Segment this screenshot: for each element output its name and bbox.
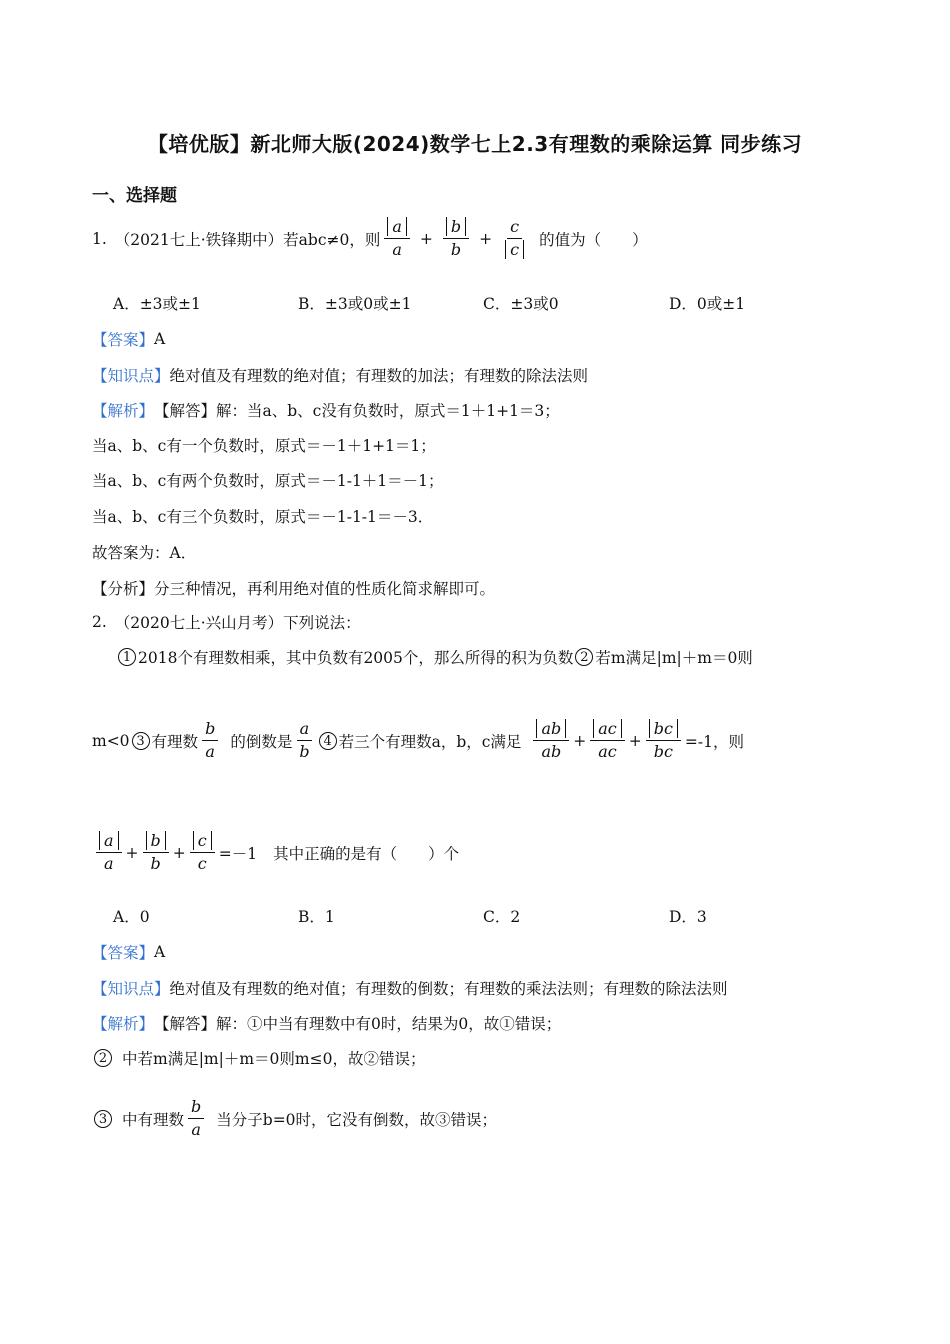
q2-answer: 【答案】 A — [92, 943, 166, 962]
circled-number-3: 3 — [94, 1110, 112, 1128]
fraction-abs-a-over-a: $\frac{a}{a}$ — [384, 218, 410, 260]
fraction-b-over-a-2: $\frac{b}{a}$ — [188, 1098, 204, 1140]
fraction-abs-ab-over-ab: $\frac{ab}{ab}$ — [533, 720, 569, 762]
circled-number-2: 2 — [575, 648, 593, 666]
q1-analysis-2: 当a、b、c有一个负数时，原式＝－1＋1+1＝1； — [92, 437, 436, 455]
section-heading: 一、选择题 — [92, 186, 177, 206]
q2-statement-3-4: m<0 3 有理数 $\frac{b}{a}$ 的倒数是 $\frac{a}{b}$ 4 若三个有理数a，b，c满足 $\frac{ab}{ab}$ + $\frac{ac}{ac}$ + $\frac{bc}{bc}$ =-1，则 — [92, 719, 745, 762]
circled-number-4: 4 — [319, 732, 337, 750]
circled-number-3: 3 — [132, 732, 150, 750]
q2-option-d: D．3 — [669, 908, 707, 926]
q1-analysis-1: 【解析】 【解答】解：当a、b、c没有负数时，原式＝1＋1+1＝3； — [92, 402, 560, 420]
q1-option-d: D．0或±1 — [669, 295, 746, 313]
fraction-abs-a-over-a-2: $\frac{a}{a}$ — [96, 832, 122, 874]
fraction-abs-b-over-b: $\frac{b}{b}$ — [443, 218, 469, 260]
fraction-a-over-b: $\frac{a}{b}$ — [296, 720, 312, 762]
fraction-abs-ac-over-ac: $\frac{ac}{ac}$ — [590, 720, 625, 762]
q1-option-c: C．±3或0 — [483, 295, 559, 313]
q1-knowledge-points: 【知识点】 绝对值及有理数的绝对值；有理数的加法；有理数的除法法则 — [92, 367, 589, 385]
fraction-abs-bc-over-bc: $\frac{bc}{bc}$ — [646, 720, 681, 762]
q1-analysis-4: 当a、b、c有三个负数时，原式＝－1-1-1＝－3． — [92, 508, 434, 526]
fraction-c-over-abs-c: $\frac{c}{c}$ — [502, 218, 527, 260]
q1-tail: 的值为（ ） — [539, 230, 648, 249]
q2-statement-1-2: 1 2018个有理数相乘，其中负数有2005个，那么所得的积为负数 2 若m满足|m|＋m＝0则 — [116, 646, 753, 668]
q1-method: 【分析】分三种情况，再利用绝对值的性质化简求解即可。 — [92, 580, 496, 598]
q2-statement-4-end: $\frac{a}{a}$ + $\frac{b}{b}$ + $\frac{c}{c}$ =－1 其中正确的是有（ ）个 — [92, 832, 459, 874]
q2-analysis-1: 【解析】 【解答】解：①中当有理数中有0时，结果为0，故①错误； — [92, 1015, 562, 1033]
q2-knowledge-points: 【知识点】 绝对值及有理数的绝对值；有理数的倒数；有理数的乘法法则；有理数的除法法则 — [92, 980, 728, 998]
q1-conclusion: 故答案为：A． — [92, 544, 197, 562]
q1-option-b: B．±3或0或±1 — [298, 295, 412, 313]
q2-option-b: B．1 — [298, 908, 335, 926]
circled-number-1: 1 — [118, 648, 136, 666]
circled-number-2: 2 — [94, 1049, 112, 1067]
q2-option-a: A．0 — [113, 908, 150, 926]
q1-option-a: A．±3或±1 — [113, 295, 201, 313]
q1-answer: 【答案】 A — [92, 330, 166, 349]
q2-option-c: C．2 — [483, 908, 521, 926]
q1-analysis-3: 当a、b、c有两个负数时，原式＝－1-1＋1＝－1； — [92, 472, 444, 490]
q1-stem: 1. （2021七上·铁锋期中）若 abc≠0，则 $\frac{a}{a}$ + $\frac{b}{b}$ + $\frac{c}{c}$ 的值为（ ） — [92, 217, 648, 260]
fraction-abs-c-over-c-2: $\frac{c}{c}$ — [190, 832, 215, 874]
fraction-abs-b-over-b-2: $\frac{b}{b}$ — [143, 832, 169, 874]
q1-source: （2021七上·铁锋期中）若 — [114, 230, 299, 249]
document-title: 【培优版】新北师大版(2024)数学七上2.3有理数的乘除运算 同步练习 — [147, 132, 803, 156]
q2-analysis-2: 2 中若m满足|m|＋m＝0则m≤0，故②错误； — [92, 1047, 425, 1069]
q2-stem: 2. （2020七上·兴山月考）下列说法： — [92, 613, 361, 632]
q2-analysis-3: 3 中有理数 $\frac{b}{a}$ 当分子b=0时，它没有倒数，故③错误； — [92, 1098, 497, 1140]
fraction-b-over-a: $\frac{b}{a}$ — [202, 720, 218, 762]
q1-condition: abc≠0，则 — [298, 230, 381, 249]
